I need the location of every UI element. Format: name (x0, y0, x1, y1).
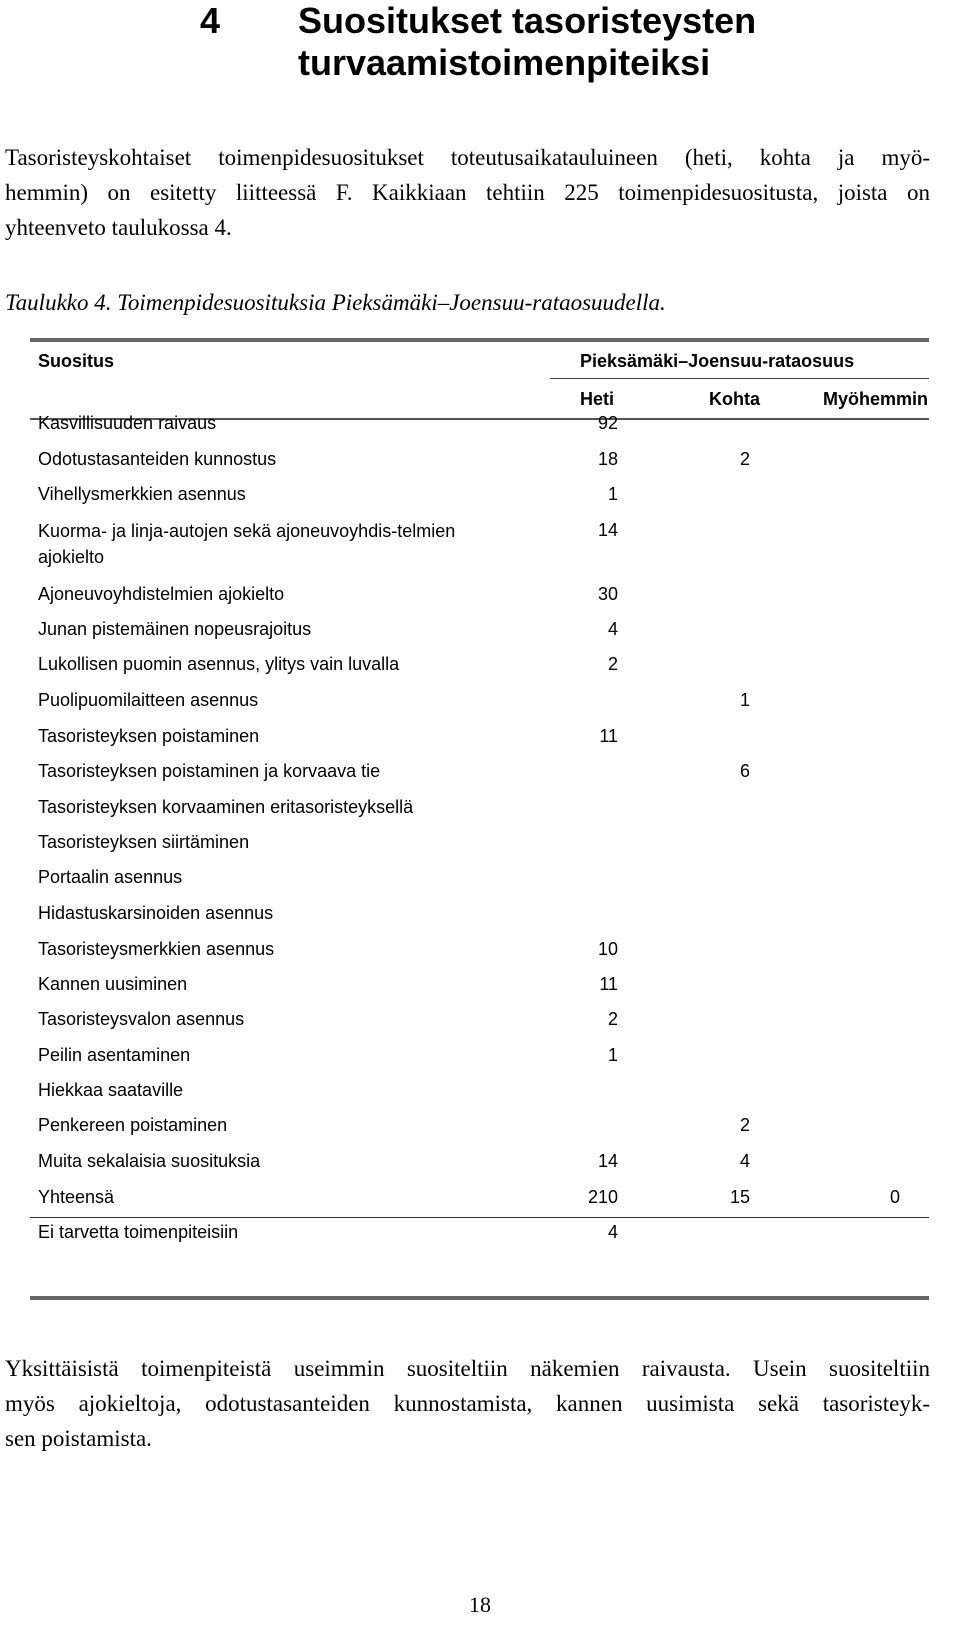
row-label: Tasoristeyksen poistaminen ja korvaava tie (38, 761, 381, 781)
table-row (30, 795, 929, 831)
row-label: Peilin asentaminen (38, 1045, 191, 1065)
row-label: Odotustasanteiden kunnostus (38, 449, 277, 469)
table-row (30, 482, 929, 518)
row-label: Vihellysmerkkien asennus (38, 484, 246, 504)
closing-paragraph (5, 1351, 930, 1456)
cell-myohemmin: 0 (889, 1187, 900, 1207)
table-row (30, 1113, 929, 1149)
cell-heti: 2 (607, 1009, 618, 1029)
table-row (30, 972, 929, 1008)
row-label: Tasoristeysvalon asennus (38, 1009, 245, 1029)
cell-heti: 1 (607, 484, 618, 504)
total-row (30, 1185, 929, 1221)
row-label: Tasoristeysmerkkien asennus (38, 939, 275, 959)
table-row (30, 617, 929, 653)
table-row (30, 937, 929, 973)
section-heading (200, 0, 756, 84)
table-row (30, 1007, 929, 1043)
table-top-rule (30, 338, 929, 342)
column-header-heti: Heti (580, 389, 615, 409)
table-row (30, 518, 929, 567)
table-row (30, 1078, 929, 1114)
cell-heti: 11 (599, 726, 618, 746)
cell-heti: 11 (599, 974, 618, 994)
intro-paragraph (5, 140, 930, 245)
row-label: Muita sekalaisia suosituksia (38, 1151, 261, 1171)
table-row (30, 830, 929, 866)
table-row (30, 582, 929, 618)
row-label: Tasoristeyksen poistaminen (38, 726, 260, 746)
cell-heti: 18 (597, 449, 618, 469)
no-action-row (30, 1220, 929, 1256)
row-label: Penkereen poistaminen (38, 1115, 228, 1135)
group-header-rule (550, 378, 929, 379)
column-header-suositus: Suositus (38, 351, 115, 371)
intro-line: hemmin) on esitetty liitteessä F. Kaikkiaan tehtiin 225 toimenpidesuositusta, joista on (5, 180, 930, 205)
cell-heti: 1 (607, 1045, 618, 1065)
row-label: Portaalin asennus (38, 867, 183, 887)
section-title-line-2: turvaamistoimenpiteiksi (298, 42, 711, 83)
row-label: Kasvillisuuden raivaus (38, 413, 217, 433)
table-caption: Taulukko 4. Toimenpidesuosituksia Pieksämäki–Joensuu-rataosuudella. (5, 290, 666, 315)
column-header-myohemmin: Myöhemmin (823, 389, 929, 409)
section-title-line-1: Suositukset tasoristeysten (298, 0, 757, 41)
table-bottom-rule (30, 1296, 929, 1300)
cell-heti: 210 (587, 1187, 618, 1207)
table-row (30, 652, 929, 688)
closing-line: Yksittäisistä toimenpiteistä useimmin suositeltiin näkemien raivausta. Usein suositeltiin (5, 1356, 930, 1381)
cell-heti: 4 (607, 1222, 618, 1242)
row-label: Junan pistemäinen nopeusrajoitus (38, 619, 312, 639)
table-row (30, 447, 929, 483)
cell-kohta: 2 (739, 1115, 750, 1135)
cell-heti: 14 (597, 520, 618, 540)
row-label: Hiekkaa saataville (38, 1080, 184, 1100)
row-label: Ajoneuvoyhdistelmien ajokielto (38, 584, 285, 604)
cell-kohta: 4 (739, 1151, 750, 1171)
row-label: Tasoristeyksen siirtäminen (38, 832, 250, 852)
section-number: 4 (200, 0, 221, 41)
row-label: Tasoristeyksen korvaaminen eritasoristeyksellä (38, 797, 414, 817)
table-row (30, 688, 929, 724)
table-row (30, 901, 929, 937)
column-header-kohta: Kohta (709, 389, 760, 409)
cell-heti: 92 (597, 413, 618, 433)
cell-kohta: 6 (739, 761, 750, 781)
cell-heti: 2 (607, 654, 618, 674)
cell-kohta: 2 (739, 449, 750, 469)
table-row (30, 1043, 929, 1079)
cell-heti: 10 (597, 939, 618, 959)
row-label: Ei tarvetta toimenpiteisiin (38, 1222, 239, 1242)
row-label: Kannen uusiminen (38, 974, 188, 994)
closing-line: sen poistamista. (5, 1426, 152, 1451)
cell-heti: 14 (597, 1151, 618, 1171)
row-label: Kuorma- ja linja-autojen sekä ajoneuvoyhdis-telmien ajokielto (38, 521, 456, 567)
table-row (30, 1149, 929, 1185)
cell-heti: 30 (597, 584, 618, 604)
closing-line: myös ajokieltoja, odotustasanteiden kunnostamista, kannen uusimista sekä tasoristeyk- (5, 1391, 930, 1416)
column-group-header: Pieksämäki–Joensuu-rataosuus (580, 351, 855, 371)
table-row (30, 724, 929, 760)
row-label: Hidastuskarsinoiden asennus (38, 903, 274, 923)
total-rule (30, 1217, 929, 1218)
row-label: Lukollisen puomin asennus, ylitys vain luvalla (38, 654, 400, 674)
table-row (30, 759, 929, 795)
cell-kohta: 1 (739, 690, 750, 710)
page-number: 18 (469, 1592, 491, 1617)
intro-line: yhteenveto taulukossa 4. (5, 215, 232, 240)
cell-kohta: 15 (729, 1187, 750, 1207)
table-row (30, 865, 929, 901)
row-label: Yhteensä (38, 1187, 115, 1207)
intro-line: Tasoristeyskohtaiset toimenpidesuositukset toteutusaikatauluineen (heti, kohta ja myö- (5, 145, 930, 170)
cell-heti: 4 (607, 619, 618, 639)
table-row (30, 411, 929, 447)
row-label: Puolipuomilaitteen asennus (38, 690, 259, 710)
